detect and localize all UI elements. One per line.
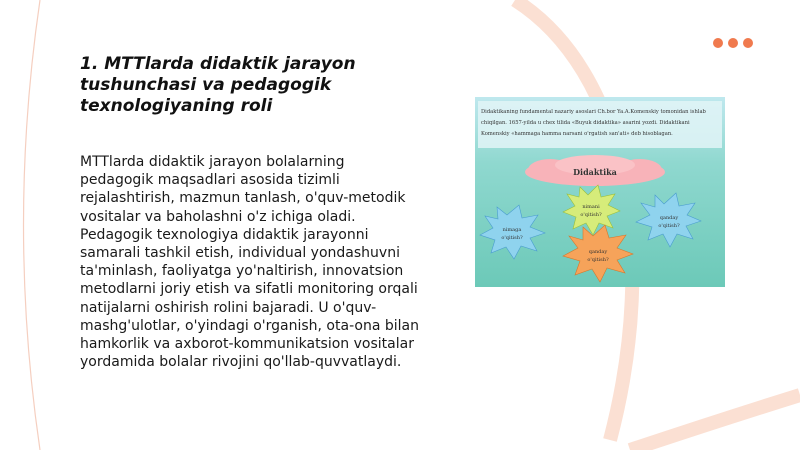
menu-dots-icon: [713, 38, 753, 48]
dot-icon: [743, 38, 753, 48]
didaktika-cloud: [525, 155, 665, 186]
dot-icon: [728, 38, 738, 48]
didactics-diagram-image: [475, 97, 725, 287]
burst-label: o'qitish?: [587, 257, 609, 263]
dot-icon: [713, 38, 723, 48]
slide-title: 1. MTTlarda didaktik jarayon tushunchasi va pedagogik texnologiyaning roli: [80, 54, 356, 116]
burst-label: o'qitish?: [501, 235, 523, 241]
burst-label: qanday: [659, 215, 679, 221]
burst-label: o'qitish?: [580, 212, 602, 218]
decorative-arc-right: [630, 395, 800, 450]
cloud-label: Didaktika: [573, 167, 617, 177]
burst-label: nimaga: [502, 227, 522, 233]
caption-line: Komenskiy «hammaga hamma narsani o'rgatish san'ati» deb hisoblagan.: [481, 131, 673, 137]
burst-label: nimani: [582, 204, 600, 210]
caption-line: chiqilgan. 1657-yilda u chex tilida «Buyuk didaktika» asarini yozdi. Didaktikani: [481, 120, 690, 126]
caption-line: Didaktikaning fundamental nazariy asoslari Ch.bor Ya.A.Komenskiy tomonidan ishlab: [481, 109, 706, 115]
burst-label: o'qitish?: [658, 223, 680, 229]
slide-body-text: MTTlarda didaktik jarayon bolalarning pedagogik maqsadlari asosida tizimli rejalashtirish, mazmun tanlash, o'quv-metodik vositalar va baholashni o'z ichiga oladi. Pedagogik texnologiya didaktik jarayonni samarali tashkil etish, individual yondashuvni ta'minlash, faoliyatga yo'naltirish, innovatsion metodlarni joriy etish va sifatli monitoring orqali natijalarni oshirish rolini bajaradi. U o'quv-mashg'ulotlar, o'yindagi o'rganish, ota-ona bilan hamkorlik va axborot-kommunikatsion vositalar yordamida bolalar rivojini qo'llab-quvvatlaydi.: [80, 154, 419, 371]
burst-label: qanday: [588, 249, 608, 255]
decorative-line-left: [24, 0, 41, 450]
